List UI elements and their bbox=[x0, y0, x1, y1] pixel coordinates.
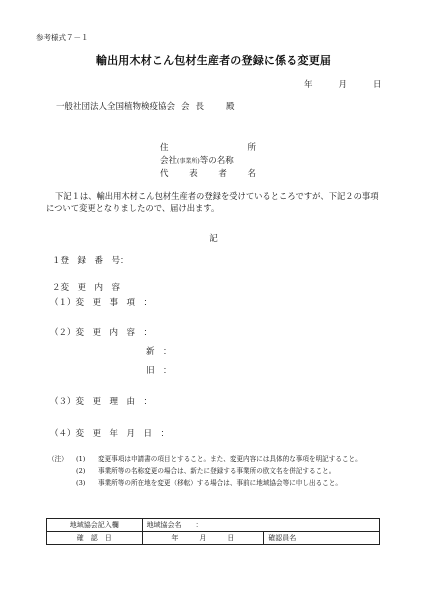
old-label: 旧 ： bbox=[146, 366, 172, 376]
note-item: （注） (1) 変更事項は申請書の項目とすること。また、変更内容には具体的な事項を明記すること。 bbox=[48, 455, 362, 463]
month-label: 月 bbox=[338, 80, 348, 90]
note-item: (3) 事業所等の所在地を変更（移転）する場合は、事前に地域協会等に申し出ること。 bbox=[76, 479, 342, 487]
body-paragraph: 下記１は、輸出用木材こん包材生産者の登録を受けているところですが、下記２の事項について変更となりましたので、届け出ます。 bbox=[46, 191, 379, 213]
year-label: 年 bbox=[304, 80, 313, 90]
addressee-position: 会長 bbox=[181, 102, 211, 112]
day-label: 日 bbox=[373, 80, 382, 90]
sub-change-item: （１）変 更 事 項 ： bbox=[50, 298, 153, 308]
sub-change-date: （４）変 更 年 月 日 ： bbox=[50, 429, 170, 439]
form-number: 参考様式７－１ bbox=[36, 33, 89, 42]
regional-name-cell[interactable]: 地域協会名 ： bbox=[142, 519, 379, 532]
table-row bbox=[47, 532, 380, 545]
regional-office-table bbox=[46, 518, 380, 545]
addressee-suffix: 殿 bbox=[226, 102, 235, 112]
sub-change-detail: （２）変 更 内 容 ： bbox=[50, 328, 153, 338]
note-item: (2) 事業所等の名称変更の場合は、新たに登録する事業所の欧文名を併記すること。 bbox=[76, 467, 336, 475]
sender-rep-row bbox=[160, 167, 256, 179]
ki-heading: 記 bbox=[209, 234, 218, 244]
addressee bbox=[56, 100, 235, 112]
confirm-date-label: 確 認 日 bbox=[47, 532, 143, 545]
representative-label: 代表者名 bbox=[160, 169, 256, 179]
sub-change-reason: （３）変 更 理 由 ： bbox=[50, 397, 153, 407]
table-row bbox=[47, 519, 380, 532]
new-label: 新 ： bbox=[146, 347, 172, 357]
notes-section bbox=[48, 454, 392, 490]
address-label: 住所 bbox=[160, 143, 256, 153]
confirm-date-field[interactable]: 年 月 日 bbox=[142, 532, 264, 545]
sender-address-row bbox=[160, 141, 256, 153]
company-label: 会社(事業所)等の名称 bbox=[160, 156, 234, 166]
confirmer-field[interactable]: 確認員名 bbox=[264, 532, 380, 545]
sender-company-row bbox=[160, 154, 234, 166]
addressee-org: 一般社団法人全国植物検疫協会 bbox=[56, 102, 176, 112]
date-line bbox=[304, 78, 382, 90]
item-change-content: ２変 更 内 容 bbox=[52, 283, 121, 293]
document-title: 輸出用木材こん包材生産者の登録に係る変更届 bbox=[95, 54, 332, 67]
regional-note-cell: 地域協会記入欄 bbox=[47, 519, 143, 532]
item-registration-number: １登 録 番 号： bbox=[52, 256, 129, 266]
